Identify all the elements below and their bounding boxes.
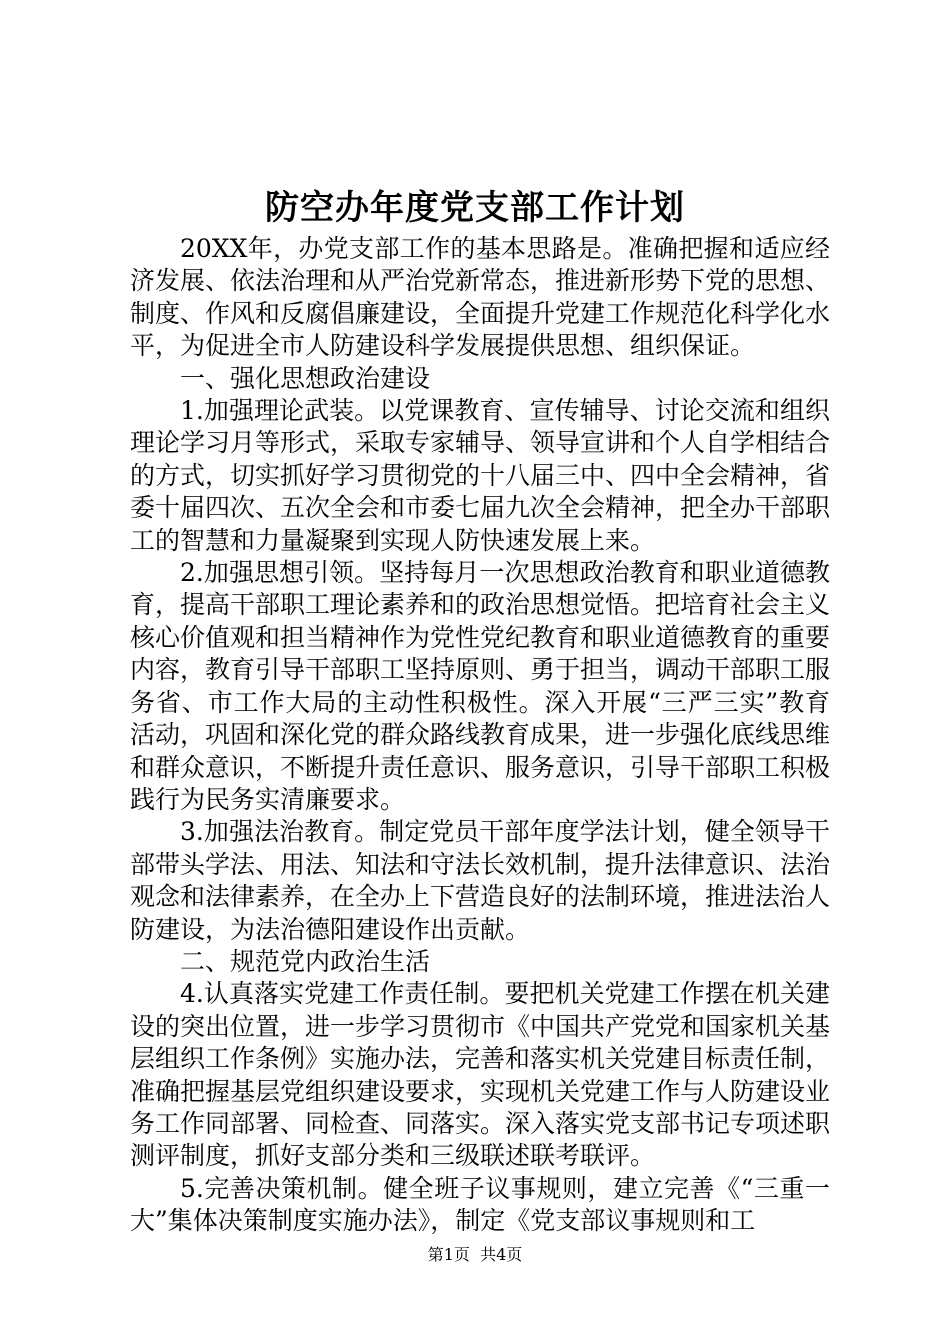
paragraph-intro: 20XX年，办党支部工作的基本思路是。准确把握和适应经济发展、依法治理和从严治党新常态，推进新形势下党的思想、制度、作风和反腐倡廉建设，全面提升党建工作规范化科学化水平，为促进全市人防建设科学发展提供思想、组织保证。: [130, 234, 831, 361]
paragraph-item-3: 3.加强法治教育。制定党员干部年度学法计划，健全领导干部带头学法、用法、知法和守法长效机制，提升法律意识、法治观念和法律素养，在全办上下营造良好的法制环境，推进法治人防建设，为法治德阳建设作出贡献。: [130, 817, 831, 944]
paragraph-item-5: 5.完善决策机制。健全班子议事规则，建立完善《“三重一大”集体决策制度实施办法》，制定《党支部议事规则和工: [130, 1173, 830, 1236]
section-heading-2: 二、规范党内政治生活: [180, 946, 431, 976]
document-title: 防空办年度党支部工作计划: [265, 188, 685, 228]
section-heading-1: 一、强化思想政治建设: [180, 363, 431, 393]
page-footer: [0, 1243, 950, 1267]
paragraph-item-2: 2.加强思想引领。坚持每月一次思想政治教育和职业道德教育，提高干部职工理论素养和的政治思想觉悟。把培育社会主义核心价值观和担当精神作为党性党纪教育和职业道德教育的重要内容，教育引导干部职工坚持原则、勇于担当，调动干部职工服务省、市工作大局的主动性积极性。深入开展“三严三实”教育活动，巩固和深化党的群众路线教育成果，进一步强化底线思维和群众意识，不断提升责任意识、服务意识，引导干部职工积极践行为民务实清廉要求。: [130, 558, 831, 814]
paragraph-item-4: 4.认真落实党建工作责任制。要把机关党建工作摆在机关建设的突出位置，进一步学习贯彻市《中国共产党党和国家机关基层组织工作条例》实施办法，完善和落实机关党建目标责任制，准确把握基层党组织建设要求，实现机关党建工作与人防建设业务工作同部署、同检查、同落实。深入落实党支部书记专项述职测评制度，抓好支部分类和三级联述联考联评。: [130, 979, 831, 1171]
page-number: 第1页: [427, 1245, 470, 1264]
page-total: 共4页: [480, 1245, 523, 1264]
paragraph-item-1: 1.加强理论武装。以党课教育、宣传辅导、讨论交流和组织理论学习月等形式，采取专家辅导、领导宣讲和个人自学相结合的方式，切实抓好学习贯彻党的十八届三中、四中全会精神，省委十届四次、五次全会和市委七届九次全会精神，把全办干部职工的智慧和力量凝聚到实现人防快速发展上来。: [130, 396, 831, 555]
document-body: [130, 233, 830, 1238]
